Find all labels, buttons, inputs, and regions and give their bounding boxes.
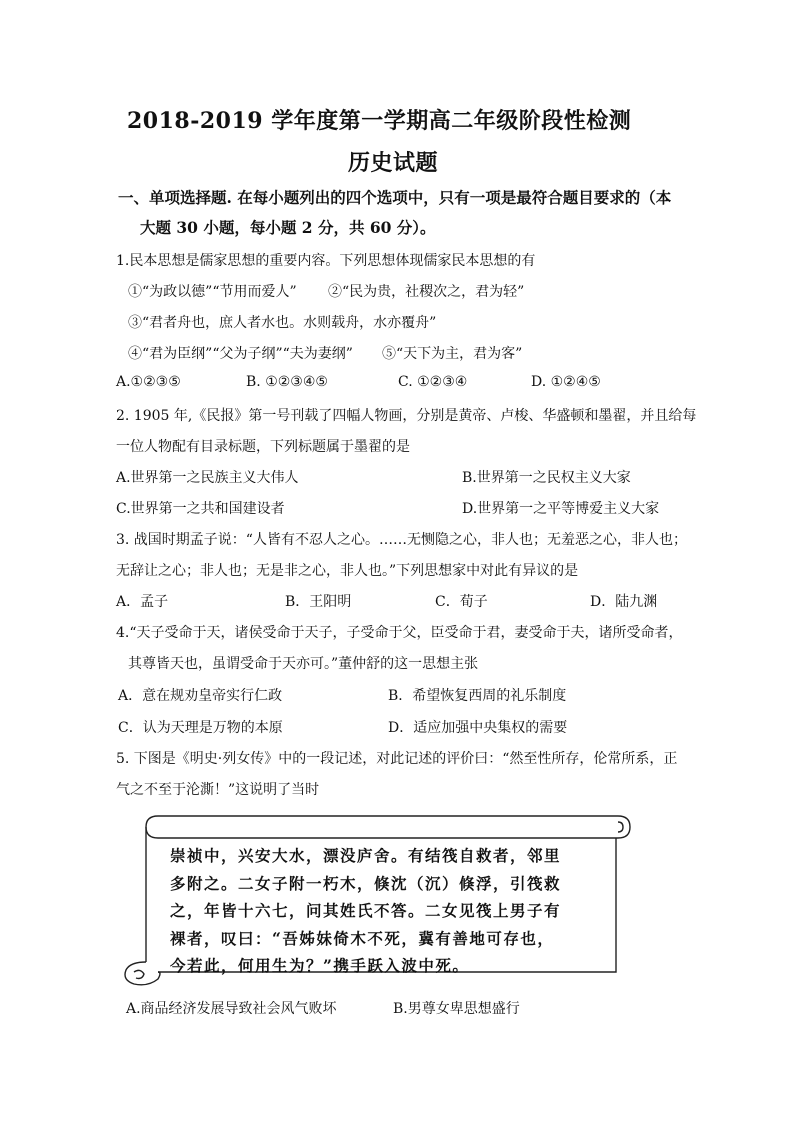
q4-stem-cont: 其尊皆天也，虽谓受命于天亦可。”董仲舒的这一思想主张	[128, 656, 479, 672]
q1-item-2: ②“民为贵，社稷次之，君为轻”	[328, 284, 525, 300]
q2-option-b: B.世界第一之民权主义大家	[462, 470, 631, 486]
section-heading-cont: 大题 30 小题，每小题 2 分，共 60 分）。	[140, 218, 436, 237]
q3-option-d: D．陆九渊	[590, 594, 658, 610]
q2-option-d: D.世界第一之平等博爱主义大家	[462, 501, 660, 517]
scroll-passage: 崇祯中，兴安大水，漂没庐舍。有结筏自救者，邻里多附之。二女子附一朽木，倏沈（沉）倏浮，引筏救之，年皆十六七，问其姓氏不答。二女见筏上男子有裸者，叹曰：“吾姊妹倚木不死，冀有善地可存也，今若此，何用生为？”携手跃入波中死。	[170, 846, 562, 975]
q3-option-a: A．孟子	[116, 594, 169, 610]
q1-option-c: C. ①②③④	[398, 374, 468, 390]
section-heading: 一、单项选择题. 在每小题列出的四个选项中，只有一项是最符合题目要求的（本	[118, 188, 672, 207]
q1-stem: 1.民本思想是儒家思想的重要内容。下列思想体现儒家民本思想的有	[116, 253, 536, 269]
q5-option-b: B.男尊女卑思想盛行	[393, 1001, 520, 1017]
q3-stem-cont: 无辞让之心；非人也；无是非之心，非人也。”下列思想家中对此有异议的是	[116, 563, 579, 579]
q1-item-1: ①“为政以德”“节用而爱人”	[128, 284, 297, 300]
q1-item-3: ③“君者舟也，庶人者水也。水则载舟，水亦覆舟”	[128, 315, 437, 331]
q4-option-b: B．希望恢复西周的礼乐制度	[388, 688, 567, 704]
q3-stem: 3. 战国时期孟子说：“人皆有不忍人之心。……无恻隐之心，非人也；无羞恶之心，非人也；	[116, 532, 687, 548]
q5-stem-cont: 气之不至于沦澌！”这说明了当时	[116, 782, 320, 798]
q3-option-c: C．荀子	[435, 594, 488, 610]
q2-stem-cont: 一位人物配有目录标题，下列标题属于墨翟的是	[116, 439, 410, 455]
q4-option-d: D．适应加强中央集权的需要	[388, 720, 568, 736]
q3-option-b: B．王阳明	[285, 594, 352, 610]
q1-option-d: D. ①②④⑤	[531, 374, 601, 390]
q5-option-a: A.商品经济发展导致社会风气败坏	[126, 1001, 337, 1017]
q1-item-5: ⑤“天下为主，君为客”	[382, 346, 523, 362]
q4-option-c: C．认为天理是万物的本原	[118, 720, 283, 736]
q2-stem: 2. 1905 年,《民报》第一号刊载了四幅人物画，分别是黄帝、卢梭、华盛顿和墨翟，并且给每	[116, 408, 697, 424]
q1-option-b: B. ①②③④⑤	[246, 374, 328, 390]
q4-stem: 4.“天子受命于天，诸侯受命于天子，子受命于父，臣受命于君，妻受命于夫，诸所受命者，	[116, 625, 683, 641]
q1-option-a: A.①②③⑤	[116, 374, 181, 390]
q4-option-a: A．意在规劝皇帝实行仁政	[118, 688, 283, 704]
q2-option-a: A.世界第一之民族主义大伟人	[116, 470, 299, 486]
q1-item-4: ④“君为臣纲”“父为子纲”“夫为妻纲”	[128, 346, 353, 362]
exam-subject: 历史试题	[348, 150, 439, 176]
q5-stem: 5. 下图是《明史·列女传》中的一段记述，对此记述的评价曰：“然至性所存，伦常所系，正	[116, 751, 678, 767]
exam-title: 2018-2019 学年度第一学期高二年级阶段性检测	[127, 108, 632, 134]
q2-option-c: C.世界第一之共和国建设者	[116, 501, 285, 517]
